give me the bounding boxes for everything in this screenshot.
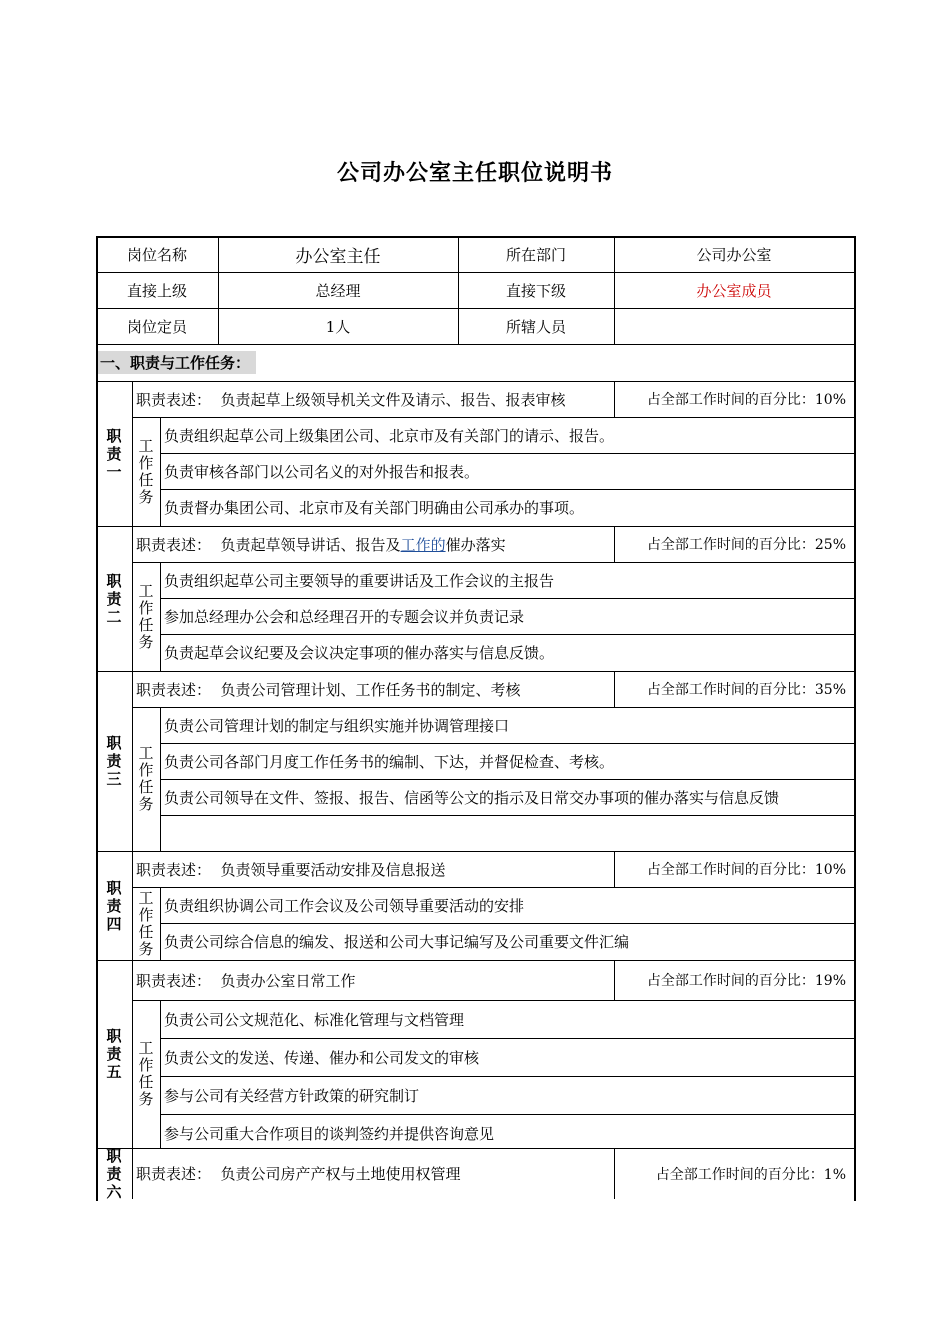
work-label-char: 作 bbox=[138, 905, 154, 924]
task-item bbox=[160, 815, 852, 851]
section-title-text: 一、职责与工作任务： bbox=[98, 351, 256, 374]
duty-label-char: 二 bbox=[106, 607, 122, 626]
duty-label-char: 六 bbox=[106, 1182, 122, 1201]
duty-label-char: 责 bbox=[106, 896, 122, 915]
work-label-char: 务 bbox=[138, 795, 154, 813]
department-value: 公司办公室 bbox=[696, 245, 772, 264]
task-item: 负责公司综合信息的编发、报送和公司大事记编写及公司重要文件汇编 bbox=[164, 932, 630, 951]
duty-description bbox=[132, 381, 614, 417]
duty-label-char: 职 bbox=[106, 426, 122, 445]
description-text: 负责公司管理计划、工作任务书的制定、考核 bbox=[220, 680, 521, 699]
work-label-char: 工 bbox=[138, 436, 154, 455]
time-percentage: 占全部工作时间的百分比：35% bbox=[646, 682, 846, 698]
time-percentage: 占全部工作时间的百分比：10% bbox=[646, 862, 846, 878]
work-label-char: 务 bbox=[138, 939, 154, 958]
task-item: 负责组织起草公司上级集团公司、北京市及有关部门的请示、报告。 bbox=[164, 426, 615, 445]
subordinate-value: 办公室成员 bbox=[696, 281, 772, 300]
description-label: 职责表述： bbox=[136, 1165, 221, 1183]
description-label: 职责表述： bbox=[136, 971, 221, 990]
duty-label-char: 职 bbox=[106, 1027, 122, 1045]
time-percentage: 占全部工作时间的百分比：1% bbox=[655, 1166, 846, 1183]
duty-label bbox=[96, 1148, 132, 1199]
duty-label bbox=[96, 960, 132, 1148]
position-name-value: 办公室主任 bbox=[295, 246, 381, 267]
work-label-char: 务 bbox=[138, 632, 154, 651]
duty-label-char: 责 bbox=[106, 752, 122, 770]
task-item: 负责公司各部门月度工作任务书的编制、下达，并督促检查、考核。 bbox=[164, 752, 615, 771]
time-percentage: 占全部工作时间的百分比：10% bbox=[646, 392, 846, 408]
description-label: 职责表述： bbox=[136, 680, 221, 699]
task-item: 负责审核各部门以公司名义的对外报告和报表。 bbox=[164, 462, 480, 481]
description-text: 催办落实 bbox=[445, 535, 506, 554]
duty-label-char: 职 bbox=[106, 878, 122, 897]
work-label-char: 任 bbox=[138, 922, 154, 941]
duty-description bbox=[132, 526, 614, 562]
duty-label bbox=[96, 851, 132, 960]
duty-label-char: 职 bbox=[106, 734, 122, 752]
work-label-char: 务 bbox=[138, 487, 154, 506]
duty-label-char: 一 bbox=[106, 462, 122, 481]
task-item: 负责组织起草公司主要领导的重要讲话及工作会议的主报告 bbox=[164, 571, 555, 590]
description-text: 负责领导重要活动安排及信息报送 bbox=[220, 860, 446, 879]
duty-label bbox=[96, 381, 132, 526]
work-task-label bbox=[132, 707, 160, 851]
duty-label-char: 四 bbox=[106, 914, 122, 933]
task-item: 负责公司公文规范化、标准化管理与文档管理 bbox=[164, 1010, 465, 1029]
description-link[interactable]: 工作的 bbox=[400, 535, 446, 554]
duty-label-char: 职 bbox=[106, 1146, 122, 1165]
department-label: 所在部门 bbox=[505, 245, 566, 264]
duty-label-char: 责 bbox=[106, 1164, 122, 1183]
work-label-char: 作 bbox=[138, 1056, 154, 1074]
work-label-char: 任 bbox=[138, 615, 154, 634]
staff-label: 所辖人员 bbox=[505, 317, 566, 336]
time-percentage: 占全部工作时间的百分比：25% bbox=[646, 537, 846, 553]
task-item: 负责组织协调公司工作会议及公司领导重要活动的安排 bbox=[164, 896, 525, 915]
work-label-char: 工 bbox=[138, 888, 154, 907]
description-text: 负责办公室日常工作 bbox=[220, 971, 356, 990]
task-item: 参与公司有关经营方针政策的研究制订 bbox=[164, 1086, 420, 1105]
duty-label-char: 五 bbox=[106, 1063, 122, 1081]
duty-description bbox=[132, 671, 614, 707]
duty-label bbox=[96, 526, 132, 671]
description-text: 负责起草上级领导机关文件及请示、报告、报表审核 bbox=[220, 390, 566, 409]
duty-label-char: 责 bbox=[106, 589, 122, 608]
superior-value: 总经理 bbox=[315, 281, 361, 300]
headcount-label: 岗位定员 bbox=[126, 317, 187, 336]
description-text: 负责起草领导讲话、报告及 bbox=[220, 535, 401, 554]
task-item: 参与公司重大合作项目的谈判签约并提供咨询意见 bbox=[164, 1124, 495, 1143]
time-percentage: 占全部工作时间的百分比：19% bbox=[646, 973, 846, 989]
task-item: 负责公文的发送、传递、催办和公司发文的审核 bbox=[164, 1048, 480, 1067]
duty-label-char: 三 bbox=[106, 770, 122, 788]
page-title: 公司办公室主任职位说明书 bbox=[336, 161, 613, 186]
staff-value bbox=[614, 308, 854, 344]
duty-description bbox=[132, 960, 614, 1000]
section-title bbox=[98, 344, 852, 381]
work-task-label bbox=[132, 887, 160, 960]
duty-description bbox=[132, 851, 614, 887]
description-label: 职责表述： bbox=[136, 535, 221, 554]
description-text: 负责公司房产产权与土地使用权管理 bbox=[220, 1165, 461, 1183]
work-label-char: 工 bbox=[138, 1039, 154, 1057]
task-item: 负责起草会议纪要及会议决定事项的催办落实与信息反馈。 bbox=[164, 643, 555, 662]
work-label-char: 作 bbox=[138, 453, 154, 472]
work-label-char: 工 bbox=[138, 744, 154, 762]
work-label-char: 任 bbox=[138, 470, 154, 489]
duty-description bbox=[132, 1148, 614, 1199]
task-item: 负责公司领导在文件、签报、报告、信函等公文的指示及日常交办事项的催办落实与信息反馈 bbox=[164, 788, 780, 807]
work-label-char: 工 bbox=[138, 581, 154, 600]
work-task-label bbox=[132, 562, 160, 671]
work-label-char: 任 bbox=[138, 1073, 154, 1091]
work-label-char: 任 bbox=[138, 778, 154, 796]
subordinate-label: 直接下级 bbox=[505, 281, 566, 300]
task-item: 负责公司管理计划的制定与组织实施并协调管理接口 bbox=[164, 716, 510, 735]
job-description-table bbox=[96, 236, 854, 1201]
work-task-label bbox=[132, 417, 160, 526]
position-name-label: 岗位名称 bbox=[126, 245, 187, 264]
duty-label-char: 责 bbox=[106, 1045, 122, 1063]
work-label-char: 作 bbox=[138, 598, 154, 617]
task-item: 参加总经理办公会和总经理召开的专题会议并负责记录 bbox=[164, 607, 525, 626]
duty-label-char: 职 bbox=[106, 571, 122, 590]
description-label: 职责表述： bbox=[136, 390, 221, 409]
superior-label: 直接上级 bbox=[126, 281, 187, 300]
headcount-value: 1人 bbox=[325, 317, 351, 336]
work-label-char: 务 bbox=[138, 1090, 154, 1108]
task-item: 负责督办集团公司、北京市及有关部门明确由公司承办的事项。 bbox=[164, 498, 585, 517]
work-task-label bbox=[132, 1000, 160, 1148]
duty-label-char: 责 bbox=[106, 444, 122, 463]
duty-label bbox=[96, 671, 132, 851]
description-label: 职责表述： bbox=[136, 860, 221, 879]
work-label-char: 作 bbox=[138, 761, 154, 779]
